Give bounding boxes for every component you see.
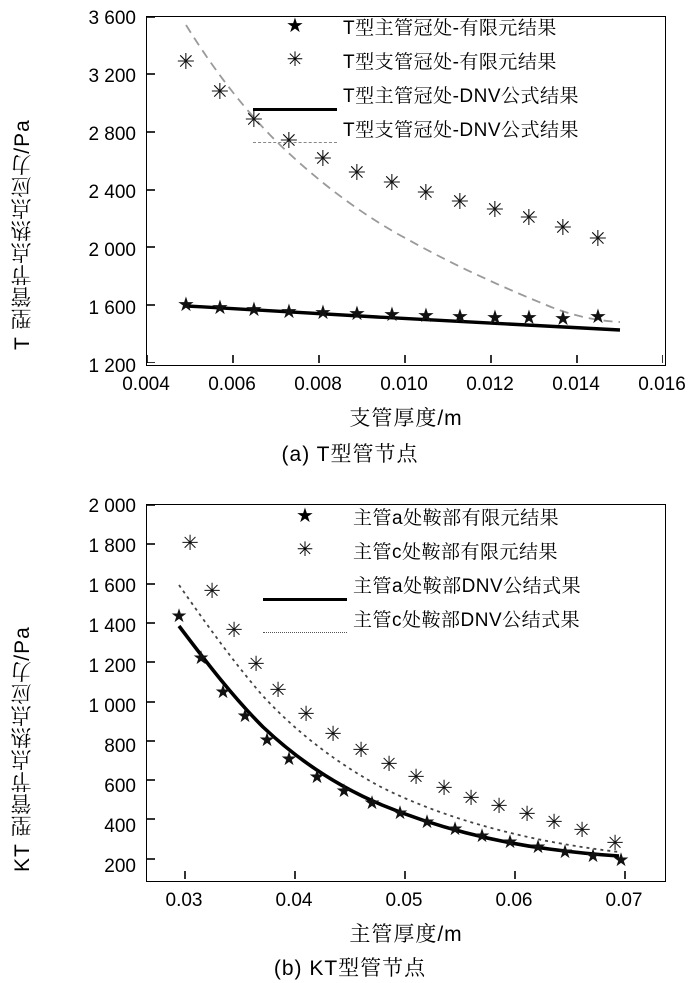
y-tick-label: 1 800 — [88, 536, 136, 557]
svg-text:✳: ✳ — [519, 206, 539, 231]
x-tick-label: 0.03 — [165, 890, 203, 911]
svg-text:★: ★ — [348, 301, 366, 325]
svg-text:★: ★ — [236, 705, 254, 727]
svg-text:★: ★ — [554, 306, 572, 330]
svg-text:★: ★ — [192, 647, 210, 669]
svg-text:★: ★ — [529, 836, 547, 858]
svg-text:✳: ✳ — [269, 678, 287, 702]
legend-item — [247, 79, 579, 109]
y-tick-label: 1 600 — [88, 298, 136, 319]
x-tick-label: 0.016 — [638, 374, 686, 395]
svg-text:✳: ✳ — [225, 618, 243, 642]
svg-text:★: ★ — [589, 304, 607, 328]
legend-a — [244, 11, 580, 147]
x-axis-label-a: 支管厚度/m — [349, 407, 463, 430]
svg-text:✳: ✳ — [297, 702, 315, 726]
y-tick-label: 600 — [104, 776, 136, 797]
svg-text:★: ★ — [211, 295, 229, 319]
asterisk-icon: ✳ — [286, 49, 304, 71]
asterisk-icon: ✳ — [296, 539, 314, 561]
y-tick-label: 1 200 — [88, 356, 136, 377]
star-icon: ★ — [286, 15, 304, 37]
svg-text:★: ★ — [391, 802, 409, 824]
svg-text:★: ★ — [417, 303, 435, 327]
svg-text:✳: ✳ — [279, 129, 299, 154]
legend-label: 主管c处鞍部DNV公结式果 — [353, 609, 581, 631]
y-axis-label-b: KT 型管节点热点应力/Pa — [11, 626, 34, 872]
y-tick-label: 3 600 — [88, 8, 136, 29]
svg-text:✳: ✳ — [485, 198, 505, 223]
x-tick-label: 0.010 — [380, 374, 428, 395]
y-tick-label: 2 000 — [88, 496, 136, 517]
y-tick-label: 2 000 — [88, 240, 136, 261]
svg-text:★: ★ — [308, 766, 326, 788]
legend-item — [247, 113, 579, 143]
svg-text:★: ★ — [473, 825, 491, 847]
svg-text:✳: ✳ — [490, 794, 508, 818]
svg-text:✳: ✳ — [545, 810, 563, 834]
svg-text:✳: ✳ — [606, 831, 624, 855]
svg-text:✳: ✳ — [518, 802, 536, 826]
svg-text:✳: ✳ — [573, 818, 591, 842]
x-tick-label: 0.014 — [552, 374, 600, 395]
y-tick-label: 400 — [104, 816, 136, 837]
svg-text:★: ★ — [501, 831, 519, 853]
legend-item — [257, 501, 581, 531]
y-tick-label: 1 600 — [88, 576, 136, 597]
star-icon: ★ — [296, 505, 314, 527]
svg-text:★: ★ — [446, 818, 464, 840]
svg-text:★: ★ — [280, 299, 298, 323]
legend-b — [257, 501, 581, 637]
legend-item — [257, 569, 581, 599]
legend-label: T型主管冠处-有限元结果 — [343, 17, 557, 39]
svg-text:★: ★ — [170, 605, 188, 627]
legend-label: 主管a处鞍部DNV公结式果 — [353, 575, 582, 597]
svg-text:★: ★ — [383, 302, 401, 326]
legend-item — [257, 603, 581, 633]
svg-text:✳: ✳ — [210, 80, 230, 105]
svg-text:✳: ✳ — [347, 161, 367, 186]
svg-text:✳: ✳ — [324, 722, 342, 746]
chart-panel-b — [0, 488, 700, 983]
svg-text:✳: ✳ — [407, 765, 425, 789]
svg-text:★: ★ — [280, 748, 298, 770]
svg-text:✳: ✳ — [313, 147, 333, 172]
svg-text:★: ★ — [584, 845, 602, 867]
legend-label: T型支管冠处-DNV公式结果 — [343, 119, 580, 141]
svg-text:★: ★ — [314, 300, 332, 324]
legend-label: 主管a处鞍部有限元结果 — [353, 507, 560, 529]
svg-text:✳: ✳ — [435, 776, 453, 800]
svg-text:★: ★ — [418, 811, 436, 833]
y-axis-label-a: T 型管节点热点应力/Pa — [11, 119, 34, 350]
y-tick-label: 2 400 — [88, 182, 136, 203]
x-axis-label-b: 主管厚度/m — [349, 923, 463, 946]
y-tick-label: 1 200 — [88, 656, 136, 677]
svg-text:✳: ✳ — [203, 579, 221, 603]
svg-text:✳: ✳ — [382, 171, 402, 196]
panel-caption-a: (a) T型管节点 — [281, 443, 419, 466]
svg-text:✳: ✳ — [352, 738, 370, 762]
svg-text:★: ★ — [258, 729, 276, 751]
svg-text:✳: ✳ — [380, 752, 398, 776]
svg-text:✳: ✳ — [588, 227, 608, 252]
y-tick-label: 3 200 — [88, 66, 136, 87]
legend-item — [247, 45, 579, 75]
x-tick-label: 0.008 — [294, 374, 342, 395]
legend-label: T型主管冠处-DNV公式结果 — [343, 85, 580, 107]
x-tick-label: 0.06 — [495, 890, 533, 911]
svg-text:★: ★ — [245, 297, 263, 321]
legend-label: 主管c处鞍部有限元结果 — [353, 541, 559, 563]
legend-item — [247, 11, 579, 41]
y-tick-label: 1 000 — [88, 696, 136, 717]
x-tick-label: 0.012 — [466, 374, 514, 395]
svg-text:✳: ✳ — [553, 216, 573, 241]
plot-area-b — [146, 504, 666, 882]
svg-text:✳: ✳ — [450, 190, 470, 215]
svg-text:★: ★ — [556, 841, 574, 863]
svg-text:✳: ✳ — [181, 531, 199, 555]
legend-item — [257, 535, 581, 565]
svg-text:✳: ✳ — [462, 786, 480, 810]
svg-text:★: ★ — [177, 292, 195, 316]
chart-panel-a — [0, 0, 700, 470]
svg-text:★: ★ — [214, 681, 232, 703]
svg-text:★: ★ — [520, 305, 538, 329]
svg-text:★: ★ — [486, 305, 504, 329]
x-tick-label: 0.004 — [122, 374, 170, 395]
panel-caption-b: (b) KT型管节点 — [273, 957, 427, 980]
svg-text:★: ★ — [451, 304, 469, 328]
svg-text:★: ★ — [363, 792, 381, 814]
y-tick-label: 800 — [104, 736, 136, 757]
plot-area-a — [146, 16, 666, 366]
y-tick-label: 2 800 — [88, 124, 136, 145]
y-tick-label: 200 — [104, 856, 136, 877]
svg-text:★: ★ — [335, 780, 353, 802]
svg-text:✳: ✳ — [176, 50, 196, 75]
x-tick-label: 0.05 — [385, 890, 423, 911]
svg-text:★: ★ — [612, 849, 630, 871]
svg-text:✳: ✳ — [247, 652, 265, 676]
svg-text:✳: ✳ — [244, 108, 264, 133]
x-tick-label: 0.07 — [605, 890, 643, 911]
svg-text:✳: ✳ — [416, 181, 436, 206]
legend-label: T型支管冠处-有限元结果 — [343, 51, 557, 73]
y-tick-label: 1 400 — [88, 616, 136, 637]
x-tick-label: 0.006 — [208, 374, 256, 395]
x-tick-label: 0.04 — [275, 890, 313, 911]
